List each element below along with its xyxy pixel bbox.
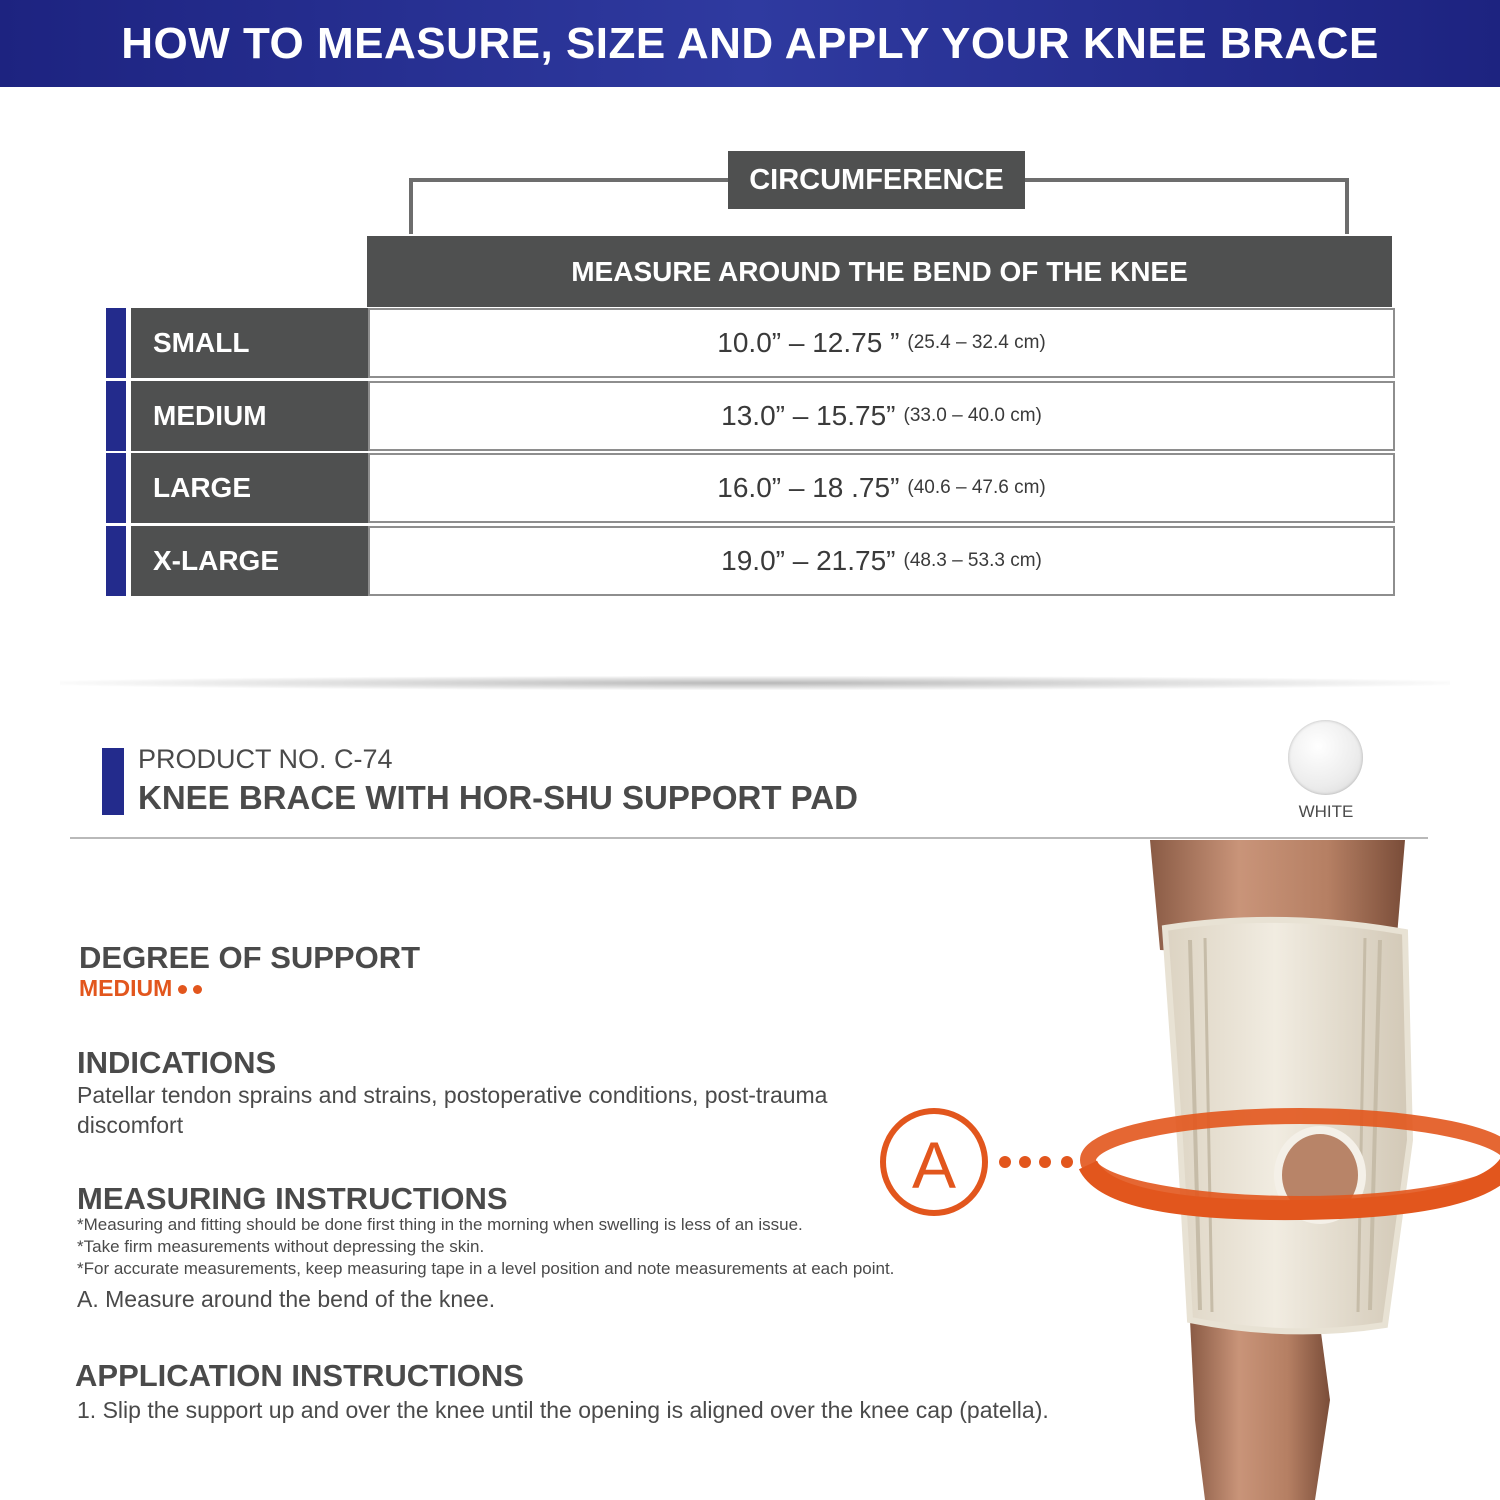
size-range — [368, 526, 1395, 596]
size-cm: (25.4 – 32.4 cm) — [907, 332, 1046, 353]
row-accent — [106, 453, 126, 523]
size-row-xlarge — [106, 526, 1396, 596]
circumference-label: CIRCUMFERENCE — [728, 151, 1025, 209]
size-cm: (40.6 – 47.6 cm) — [907, 477, 1046, 498]
marker-a-label: A — [911, 1128, 957, 1202]
product-accent-bar — [102, 748, 124, 815]
size-row-large — [106, 453, 1396, 523]
header-banner — [0, 0, 1500, 87]
size-inches: 10.0” – 12.75 ” — [717, 327, 900, 358]
row-accent — [106, 526, 126, 596]
product-name: KNEE BRACE WITH HOR-SHU SUPPORT PAD — [138, 779, 858, 816]
size-range — [368, 308, 1395, 378]
marker-dot — [1019, 1156, 1031, 1168]
size-inches: 16.0” – 18 .75” — [717, 472, 900, 503]
size-name: LARGE — [131, 453, 370, 523]
support-dot-icon — [193, 985, 202, 994]
size-inches: 13.0” – 15.75” — [721, 400, 896, 431]
marker-dot — [1061, 1156, 1073, 1168]
row-accent — [106, 308, 126, 378]
size-name: MEDIUM — [131, 381, 370, 451]
knee-brace-illustration — [860, 840, 1500, 1500]
marker-dot — [999, 1156, 1011, 1168]
size-range — [368, 453, 1395, 523]
size-name: X-LARGE — [131, 526, 370, 596]
calf-shape — [1190, 1320, 1330, 1500]
measuring-note: *Take firm measurements without depressing the skin. — [77, 1237, 485, 1256]
size-range — [368, 381, 1395, 451]
color-swatch-white[interactable] — [1288, 720, 1363, 795]
size-cm: (33.0 – 40.0 cm) — [903, 405, 1042, 426]
color-swatch-label: WHITE — [1298, 802, 1354, 821]
measuring-step: A. Measure around the bend of the knee. — [77, 1286, 496, 1312]
measuring-note: *Measuring and fitting should be done first thing in the morning when swelling is less of an issue. — [77, 1215, 803, 1234]
size-row-small — [106, 308, 1396, 378]
size-name: SMALL — [131, 308, 370, 378]
measuring-note: *For accurate measurements, keep measuring tape in a level position and note measurements at each point. — [77, 1259, 895, 1278]
support-level — [79, 975, 202, 1002]
product-number: PRODUCT NO. C-74 — [138, 744, 393, 774]
indications-title: INDICATIONS — [77, 1045, 277, 1080]
measure-instruction-header: MEASURE AROUND THE BEND OF THE KNEE — [367, 236, 1392, 307]
marker-dot — [1039, 1156, 1051, 1168]
application-title: APPLICATION INSTRUCTIONS — [75, 1358, 524, 1393]
application-step: 1. Slip the support up and over the knee until the opening is aligned over the knee cap (patella). — [77, 1397, 1049, 1423]
size-inches: 19.0” – 21.75” — [721, 545, 896, 576]
section-divider — [60, 676, 1450, 690]
product-divider — [70, 837, 1428, 839]
support-level-label: MEDIUM — [79, 975, 173, 1001]
size-cm: (48.3 – 53.3 cm) — [903, 550, 1042, 571]
degree-of-support-title: DEGREE OF SUPPORT — [79, 940, 421, 975]
support-dot-icon — [178, 985, 187, 994]
row-accent — [106, 381, 126, 451]
measuring-title: MEASURING INSTRUCTIONS — [77, 1181, 508, 1216]
indications-text: Patellar tendon sprains and strains, postoperative conditions, post-trauma discomfort — [77, 1082, 828, 1138]
size-row-medium — [106, 381, 1396, 451]
page-title: HOW TO MEASURE, SIZE AND APPLY YOUR KNEE BRACE — [121, 18, 1379, 68]
